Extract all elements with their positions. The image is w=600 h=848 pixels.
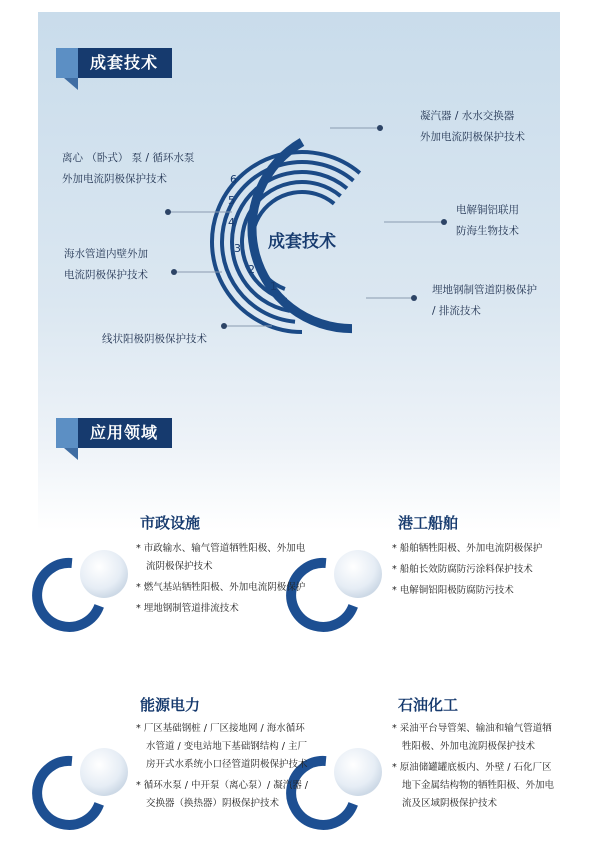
label-line: 电流阴极保护技术: [64, 269, 148, 281]
list-item: [392, 540, 542, 558]
leader-dot: [411, 295, 417, 301]
header-fold: [64, 448, 78, 460]
label-condenser: [420, 106, 525, 148]
list-line: * 原油储罐罐底板内、外壁 / 石化厂区: [392, 762, 552, 773]
list-item: [136, 540, 305, 576]
app-title-petrochemical: 石油化工: [398, 696, 459, 714]
list-item: [392, 759, 554, 813]
app-title-energy-power: 能源电力: [140, 696, 201, 714]
label-line: 外加电流阴极保护技术: [62, 173, 167, 185]
label-seawater-pipe: [64, 244, 148, 286]
list-line: 房开式水系统小口径管道阴极保护技术: [146, 759, 308, 770]
label-line: 离心 （卧式） 泵 / 循环水泵: [62, 152, 195, 164]
list-line: * 厂区基础钢桩 / 厂区接地网 / 海水循环: [136, 723, 305, 734]
list-line: * 燃气基站牺牲阳极、外加电流阴极保护: [136, 582, 306, 593]
list-line: * 采油平台导管架、输油和输气管道牺: [392, 723, 552, 734]
list-item: [136, 600, 305, 618]
app-list-municipal: [136, 540, 305, 618]
header-accent-tab: [56, 418, 78, 448]
list-line: * 船舶长效防腐防污涂料保护技术: [392, 564, 533, 575]
label-line: 埋地钢制管道阴极保护: [432, 284, 537, 296]
list-line: 牲阳极、外加电流阴极保护技术: [402, 741, 536, 752]
label-line: / 排流技术: [432, 305, 481, 317]
section-title-solutions: 成套技术: [78, 48, 172, 78]
list-line: * 市政输水、输气管道牺牲阳极、外加电: [136, 543, 306, 554]
label-linear-anode: [102, 329, 207, 350]
list-item: [392, 561, 542, 579]
label-centrifugal-pump: [62, 148, 194, 190]
list-line: 流阴极保护技术: [146, 561, 213, 572]
list-item: [392, 720, 554, 756]
list-line: * 埋地钢制管道排流技术: [136, 603, 239, 614]
list-item: [136, 777, 308, 813]
leader-dot: [377, 125, 383, 131]
ring-number-6: 6: [230, 173, 237, 186]
leader-lines: [165, 125, 447, 329]
ring-number-1: 1: [270, 280, 277, 293]
section-title-applications: 应用领域: [78, 418, 172, 448]
diagram-center-title: 成套技术: [268, 232, 336, 252]
list-item: [136, 579, 305, 597]
leader-dot: [441, 219, 447, 225]
label-line: 防海生物技术: [456, 225, 519, 237]
list-line: 交换器（换热器）阴极保护技术: [146, 798, 280, 809]
label-line: 电解铜铝联用: [456, 204, 519, 216]
app-list-port-ship: [392, 540, 542, 600]
app-title-port-ship: 港工船舶: [398, 514, 459, 532]
label-buried-pipeline: [432, 280, 537, 322]
label-line: 凝汽器 / 水水交换器: [420, 110, 515, 122]
label-line: 海水管道内壁外加: [64, 248, 148, 260]
list-item: [136, 720, 308, 774]
ring-number-4: 4: [228, 216, 235, 229]
section-header-applications: [56, 418, 172, 448]
list-line: 流及区域阴极保护技术: [402, 798, 498, 809]
list-line: 地下金属结构物的牺牲阳极、外加电: [402, 780, 555, 791]
ring-number-3: 3: [234, 242, 241, 255]
list-item: [392, 582, 542, 600]
list-line: * 船舶牺牲阳极、外加电流阴极保护: [392, 543, 543, 554]
ring-number-5: 5: [228, 194, 235, 207]
label-line: 外加电流阴极保护技术: [420, 131, 525, 143]
list-line: * 电解铜铝阳极防腐防污技术: [392, 585, 514, 596]
app-list-petrochemical: [392, 720, 554, 813]
list-line: * 循环水泵 / 中开泵（离心泵）/ 凝汽器 /: [136, 780, 308, 791]
list-line: 水管道 / 变电站地下基础钢结构 / 主厂: [146, 741, 307, 752]
app-list-energy-power: [136, 720, 308, 813]
leader-dot: [165, 209, 171, 215]
label-electrolytic-copper-aluminum: [456, 200, 519, 242]
ring-number-2: 2: [248, 263, 255, 276]
leader-dot: [171, 269, 177, 275]
label-line: 线状阳极阴极保护技术: [102, 333, 207, 345]
leader-dot: [221, 323, 227, 329]
app-title-municipal: 市政设施: [140, 514, 201, 532]
